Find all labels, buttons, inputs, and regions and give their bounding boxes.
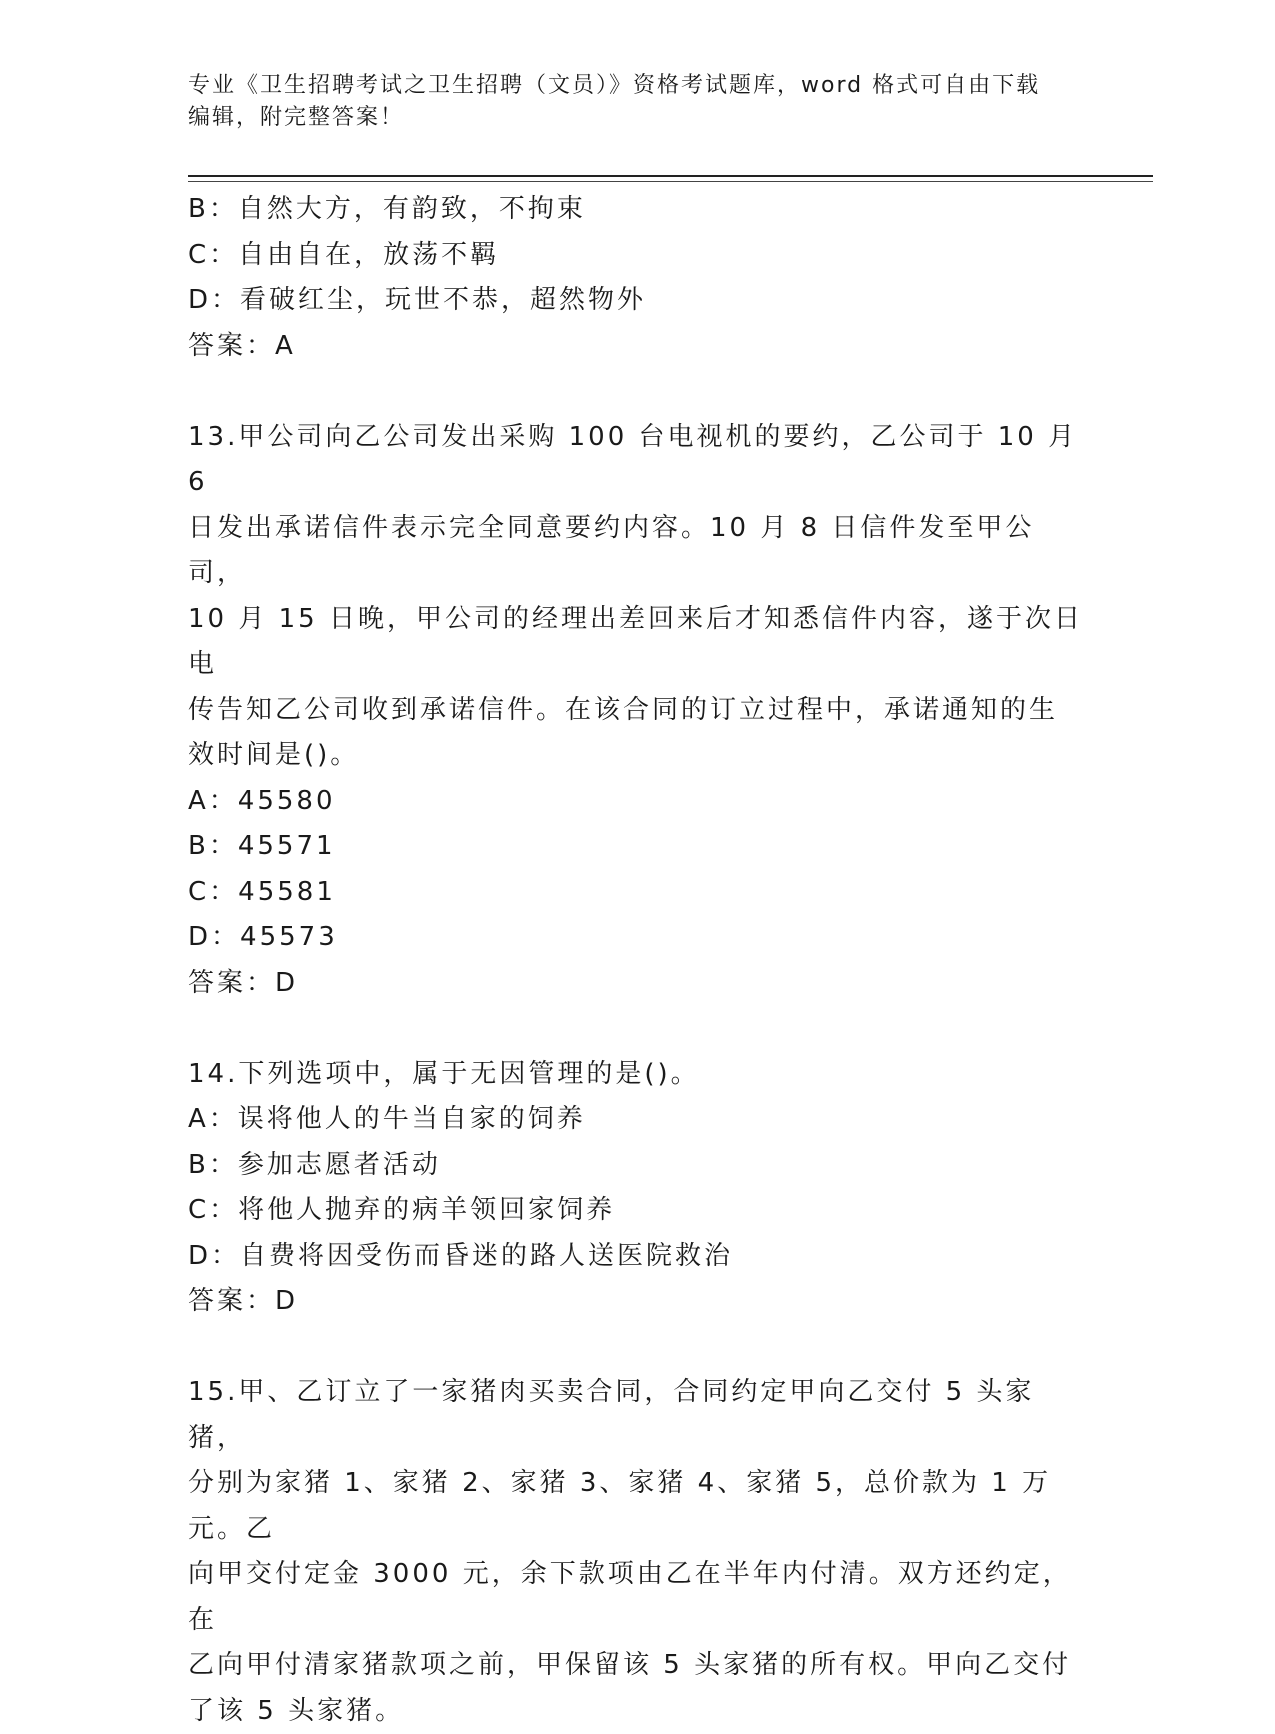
answer-line: 答案：A — [188, 324, 1088, 370]
answer-line: 答案：D — [188, 1279, 1088, 1325]
option-a: A：45580 — [188, 779, 1088, 825]
question-content — [188, 187, 1088, 1734]
option-b: B：45571 — [188, 824, 1088, 870]
option-c: C：45581 — [188, 870, 1088, 916]
option-d: D：看破红尘，玩世不恭，超然物外 — [188, 278, 1088, 324]
header-line-2: 编辑，附完整答案！ — [188, 102, 1088, 134]
option-b: B：参加志愿者活动 — [188, 1143, 1088, 1189]
spacer — [188, 1006, 1088, 1052]
question-text-line: 乙向甲付清家猪款项之前，甲保留该 5 头家猪的所有权。甲向乙交付 — [188, 1643, 1088, 1689]
spacer — [188, 1325, 1088, 1371]
option-b: B：自然大方，有韵致，不拘束 — [188, 187, 1088, 233]
question-text-line: 向甲交付定金 3000 元，余下款项由乙在半年内付清。双方还约定，在 — [188, 1552, 1088, 1643]
prev-question — [188, 187, 1088, 369]
question-14 — [188, 1052, 1088, 1325]
question-text-line: 10 月 15 日晚，甲公司的经理出差回来后才知悉信件内容，遂于次日电 — [188, 597, 1088, 688]
question-text-line: 了该 5 头家猪。 — [188, 1689, 1088, 1734]
question-13 — [188, 415, 1088, 1007]
question-text-line: 14.下列选项中，属于无因管理的是()。 — [188, 1052, 1088, 1098]
question-text-line: 13.甲公司向乙公司发出采购 100 台电视机的要约，乙公司于 10 月 6 — [188, 415, 1088, 506]
option-c: C：自由自在，放荡不羁 — [188, 233, 1088, 279]
spacer — [188, 369, 1088, 415]
header-line-1: 专业《卫生招聘考试之卫生招聘（文员）》资格考试题库，word 格式可自由下载 — [188, 70, 1088, 102]
answer-line: 答案：D — [188, 961, 1088, 1007]
question-text-line: 分别为家猪 1、家猪 2、家猪 3、家猪 4、家猪 5，总价款为 1 万元。乙 — [188, 1461, 1088, 1552]
option-c: C：将他人抛弃的病羊领回家饲养 — [188, 1188, 1088, 1234]
question-text-line: 效时间是()。 — [188, 733, 1088, 779]
question-text-line: 15.甲、乙订立了一家猪肉买卖合同，合同约定甲向乙交付 5 头家猪， — [188, 1370, 1088, 1461]
option-a: A：误将他人的牛当自家的饲养 — [188, 1097, 1088, 1143]
question-text-line: 传告知乙公司收到承诺信件。在该合同的订立过程中，承诺通知的生 — [188, 688, 1088, 734]
option-d: D：45573 — [188, 915, 1088, 961]
question-15 — [188, 1370, 1088, 1734]
document-header — [188, 70, 1088, 134]
header-divider-thick — [188, 175, 1153, 177]
header-divider-thin — [188, 181, 1153, 182]
option-d: D：自费将因受伤而昏迷的路人送医院救治 — [188, 1234, 1088, 1280]
question-text-line: 日发出承诺信件表示完全同意要约内容。10 月 8 日信件发至甲公司， — [188, 506, 1088, 597]
